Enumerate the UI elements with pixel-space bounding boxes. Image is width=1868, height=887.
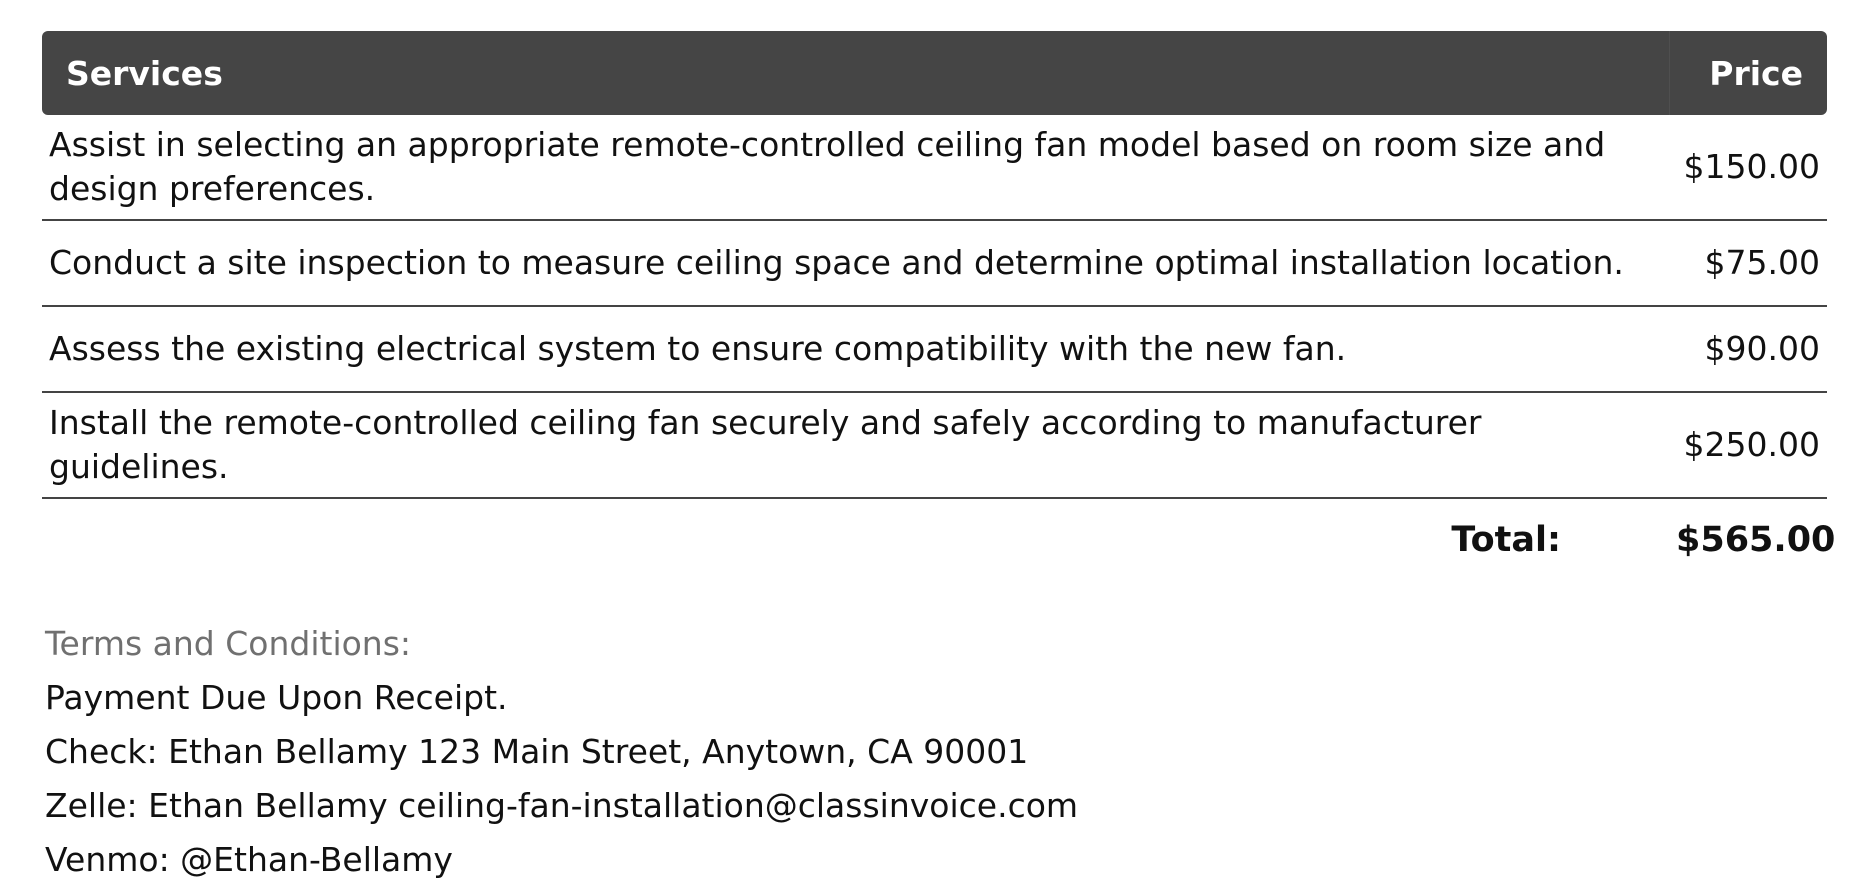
service-price: $150.00 bbox=[1669, 115, 1827, 220]
service-price: $75.00 bbox=[1669, 220, 1827, 306]
terms-venmo-line: Venmo: @Ethan-Bellamy bbox=[45, 840, 453, 879]
table-row bbox=[42, 115, 1827, 220]
service-price: $250.00 bbox=[1669, 392, 1827, 498]
terms-zelle-line: Zelle: Ethan Bellamy ceiling-fan-installation@classinvoice.com bbox=[45, 786, 1079, 825]
table-row bbox=[42, 220, 1827, 306]
terms-payment-line: Payment Due Upon Receipt. bbox=[45, 678, 508, 717]
table-row bbox=[42, 392, 1827, 498]
terms-check-line: Check: Ethan Bellamy 123 Main Street, Anytown, CA 90001 bbox=[45, 732, 1029, 771]
service-description: Conduct a site inspection to measure ceiling space and determine optimal installation location. bbox=[42, 220, 1669, 306]
service-description: Assess the existing electrical system to ensure compatibility with the new fan. bbox=[42, 306, 1669, 392]
total-value: $565.00 bbox=[1676, 520, 1836, 560]
table-footer bbox=[42, 498, 1836, 581]
terms-section bbox=[45, 617, 1345, 887]
service-description: Install the remote-controlled ceiling fan securely and safely according to manufacturer guidelines. bbox=[42, 392, 1669, 498]
total-label: Total: bbox=[1451, 520, 1561, 560]
services-column-header: Services bbox=[42, 31, 1669, 115]
price-column-header: Price bbox=[1669, 31, 1827, 115]
services-table bbox=[42, 31, 1836, 581]
service-description: Assist in selecting an appropriate remote-controlled ceiling fan model based on room size and design preferences. bbox=[42, 115, 1669, 220]
table-row bbox=[42, 306, 1827, 392]
table-header bbox=[42, 31, 1827, 115]
terms-heading: Terms and Conditions: bbox=[45, 624, 412, 663]
service-price: $90.00 bbox=[1669, 306, 1827, 392]
